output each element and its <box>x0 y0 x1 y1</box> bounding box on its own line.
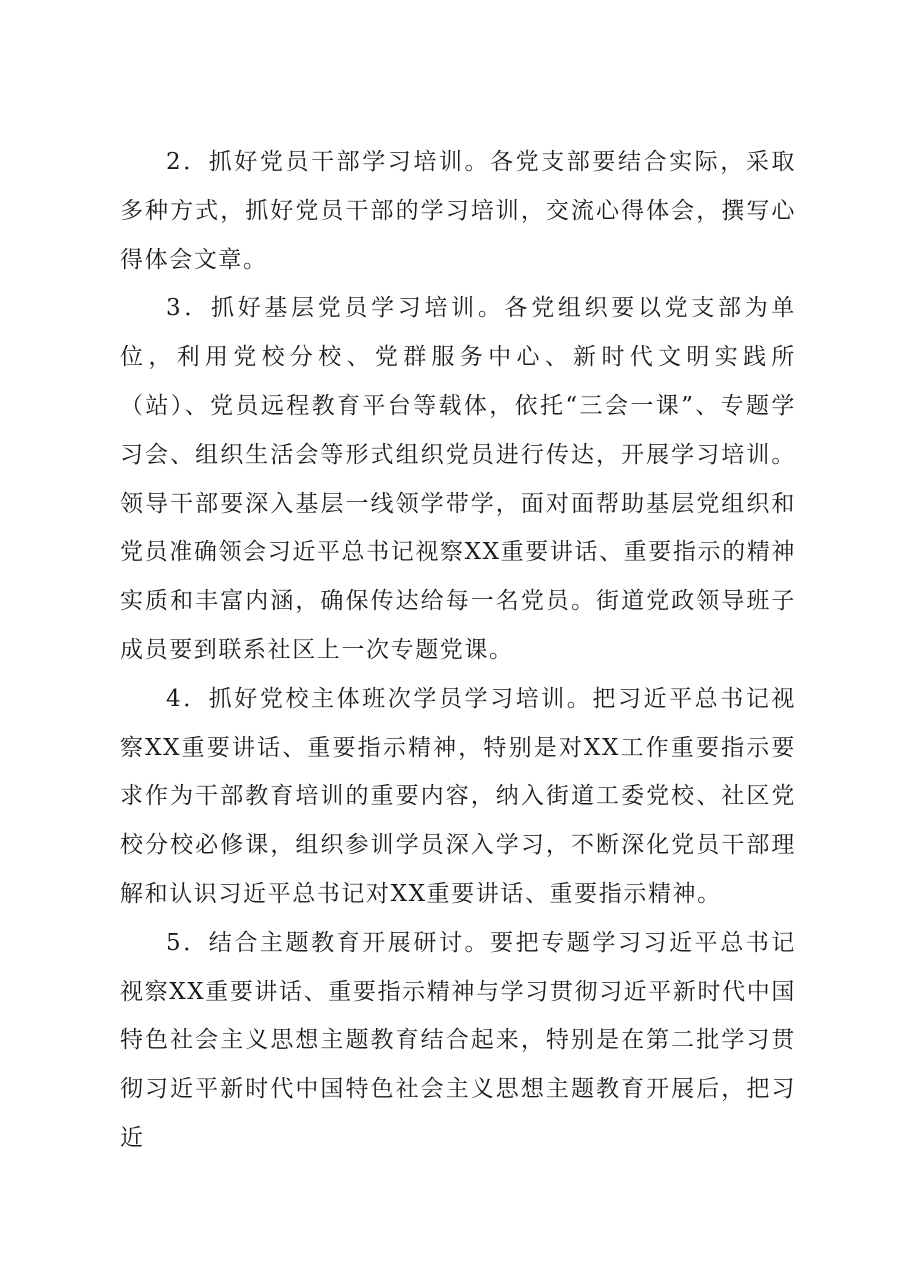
paragraph-item-4: 4．抓好党校主体班次学员学习培训。把习近平总书记视察XX重要讲话、重要指示精神，特别是对XX工作重要指示要求作为干部教育培训的重要内容，纳入街道工委党校、社区党校分校必修课，组织参训学员深入学习，不断深化党员干部理解和认识习近平总书记对XX重要讲话、重要指示精神。 <box>120 685 796 907</box>
paragraph-item-5: 5．结合主题教育开展研讨。要把专题学习习近平总书记视察XX重要讲话、重要指示精神与学习贯彻习近平新时代中国特色社会主义思想主题教育结合起来，特别是在第二批学习贯彻习近平新时代中国特色社会主义思想主题教育开展后，把习近 <box>120 929 796 1151</box>
paragraph-item-3: 3．抓好基层党员学习培训。各党组织要以党支部为单位，利用党校分校、党群服务中心、新时代文明实践所（站）、党员远程教育平台等载体，依托“三会一课”、专题学习会、组织生活会等形式组织党员进行传达，开展学习培训。领导干部要深入基层一线领学带学，面对面帮助基层党组织和党员准确领会习近平总书记视察XX重要讲话、重要指示的精神实质和丰富内涵，确保传达给每一名党员。街道党政领导班子成员要到联系社区上一次专题党课。 <box>120 295 796 663</box>
paragraph-item-2: 2．抓好党员干部学习培训。各党支部要结合实际，采取多种方式，抓好党员干部的学习培训，交流心得体会，撰写心得体会文章。 <box>120 149 796 273</box>
document-body <box>120 138 796 1163</box>
